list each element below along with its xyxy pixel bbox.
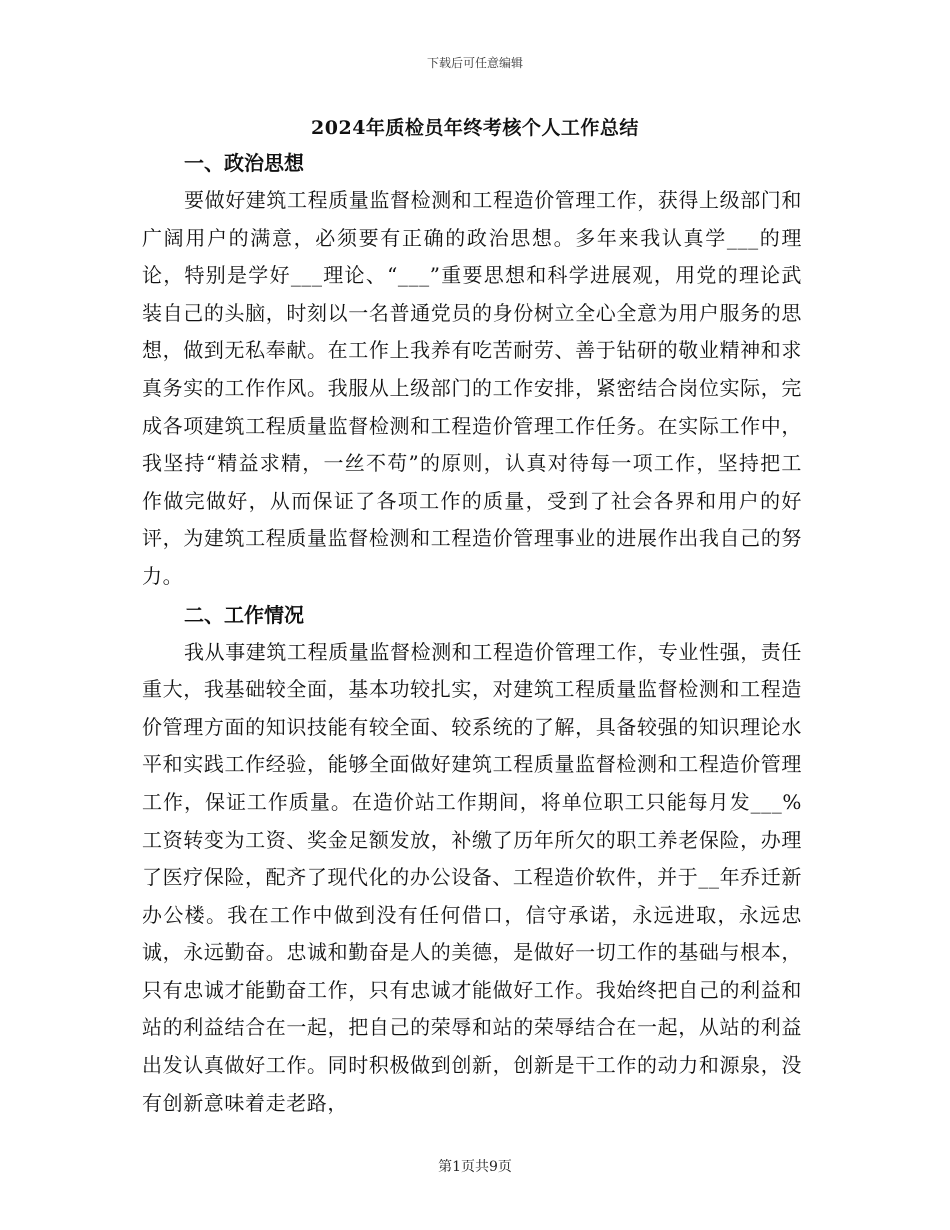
page-footer: 第1页共9页	[438, 1159, 512, 1175]
header-note: 下载后可任意编辑	[426, 56, 523, 70]
section-paragraph-work: 我从事建筑工程质量监督检测和工程造价管理工作，专业性强，责任重大，我基础较全面，基本功较扎实，对建筑工程质量监督检测和工程造价管理方面的知识技能有较全面、较系统的了解，具备较强的知识理论水平和实践工作经验，能够全面做好建筑工程质量监督检测和工程造价管理工作，保证工作质量。在造价站工作期间，将单位职工只能每月发___%工资转变为工资、奖金足额发放，补缴了历年所欠的职工养老保险，办理了医疗保险，配齐了现代化的办公设备、工程造价软件，并于__年乔迁新办公楼。我在工作中做到没有任何借口，信守承诺，永远进取，永远忠诚，永远勤奋。忠诚和勤奋是人的美德，是做好一切工作的基础与根本，只有忠诚才能勤奋工作，只有忠诚才能做好工作。我始终把自己的利益和站的利益结合在一起，把自己的荣辱和站的荣辱结合在一起，从站的利益出发认真做好工作。同时积极做到创新，创新是干工作的动力和源泉，没有创新意味着走老路，	[142, 639, 802, 1115]
section-paragraph-political: 要做好建筑工程质量监督检测和工程造价管理工作，获得上级部门和广阔用户的满意，必须要有正确的政治思想。多年来我认真学___的理论，特别是学好___理论、“___”重要思想和科学进展观，用党的理论武装自己的头脑，时刻以一名普通党员的身份树立全心全意为用户服务的思想，做到无私奉献。在工作上我养有吃苦耐劳、善于钻研的敬业精神和求真务实的工作作风。我服从上级部门的工作安排，紧密结合岗位实际，完成各项建筑工程质量监督检测和工程造价管理工作任务。在实际工作中，我坚持“精益求精，一丝不苟”的原则，认真对待每一项工作，坚持把工作做完做好，从而保证了各项工作的质量，受到了社会各界和用户的好评，为建筑工程质量监督检测和工程造价管理事业的进展作出我自己的努力。	[142, 188, 802, 588]
document-body	[142, 144, 802, 1122]
document-title: 2024年质检员年终考核个人工作总结	[311, 117, 639, 139]
section-heading-political: 一、政治思想	[184, 151, 304, 175]
section-heading-work: 二、工作情况	[184, 602, 304, 627]
